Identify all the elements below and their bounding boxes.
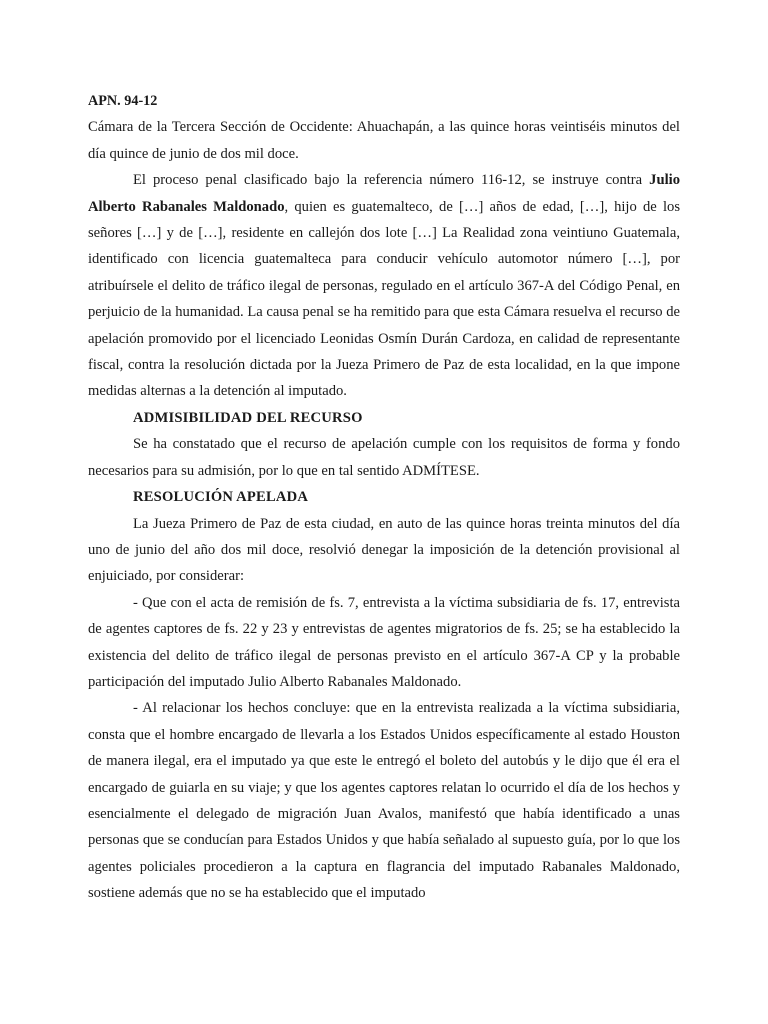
intro-paragraph: Cámara de la Tercera Sección de Occidente: Ahuachapán, a las quince horas veintiséis minutos del día quince de junio de dos mil doce. — [88, 119, 680, 162]
case-number: APN. 94-12 — [88, 93, 158, 109]
proceso-text-before: El proceso penal clasificado bajo la referencia número 116-12, se instruye contra — [133, 172, 650, 189]
bullet-paragraph-1: - Que con el acta de remisión de fs. 7, entrevista a la víctima subsidiaria de fs. 17, entrevista de agentes captores de fs. 22 y 23 y entrevistas de agentes migratorios de fs. 25; se ha establecido la existencia del delito de tráfico ilegal de personas previsto en el artículo 367-A CP y la probable participación del imputado Julio Alberto Rabanales Maldonado. — [88, 594, 680, 690]
admisibilidad-paragraph: Se ha constatado que el recurso de apelación cumple con los requisitos de forma y fondo necesarios para su admisión, por lo que en tal sentido ADMÍTESE. — [88, 436, 680, 479]
document-page — [88, 88, 680, 907]
resolucion-paragraph: La Jueza Primero de Paz de esta ciudad, en auto de las quince horas treinta minutos del día uno de junio del año dos mil doce, resolvió denegar la imposición de la detención provisional al enjuiciado, por considerar: — [88, 515, 680, 585]
section-heading-resolucion: RESOLUCIÓN APELADA — [133, 489, 309, 506]
defendant-name: Julio Alberto Rabanales Maldonado — [88, 172, 680, 215]
proceso-paragraph — [88, 167, 680, 405]
bullet-paragraph-2: - Al relacionar los hechos concluye: que en la entrevista realizada a la víctima subsidiaria, consta que el hombre encargado de llevarla a los Estados Unidos específicamente al estado Houston de manera ilegal, era el imputado ya que este le entregó el boleto del autobús y le dijo que él era el encargado de guiarla en su viaje; y que los agentes captores relatan lo ocurrido el día de los hechos y esencialmente el delegado de migración Juan Avalos, manifestó que había identificado a unas personas que se conducían para Estados Unidos y que había señalado al supuesto guía, por lo que los agentes policiales procedieron a la captura en flagrancia del imputado Rabanales Maldonado, sostiene además que no se ha establecido que el imputado — [88, 700, 680, 902]
proceso-text-after: , quien es guatemalteco, de […] años de edad, […], hijo de los señores […] y de […], residente en callejón dos lote […] La Realidad zona veintiuno Guatemala, identificado con licencia guatemalteca para conducir vehículo automotor número […], por atribuírsele el delito de tráfico ilegal de personas, regulado en el artículo 367-A del Código Penal, en perjuicio de la humanidad. La causa penal se ha remitido para que esta Cámara resuelva el recurso de apelación promovido por el licenciado Leonidas Osmín Durán Cardoza, en calidad de representante fiscal, contra la resolución dictada por la Jueza Primero de Paz de esta localidad, en la que impone medidas alternas a la detención al imputado. — [88, 198, 681, 400]
section-heading-admisibilidad: ADMISIBILIDAD DEL RECURSO — [133, 409, 363, 426]
